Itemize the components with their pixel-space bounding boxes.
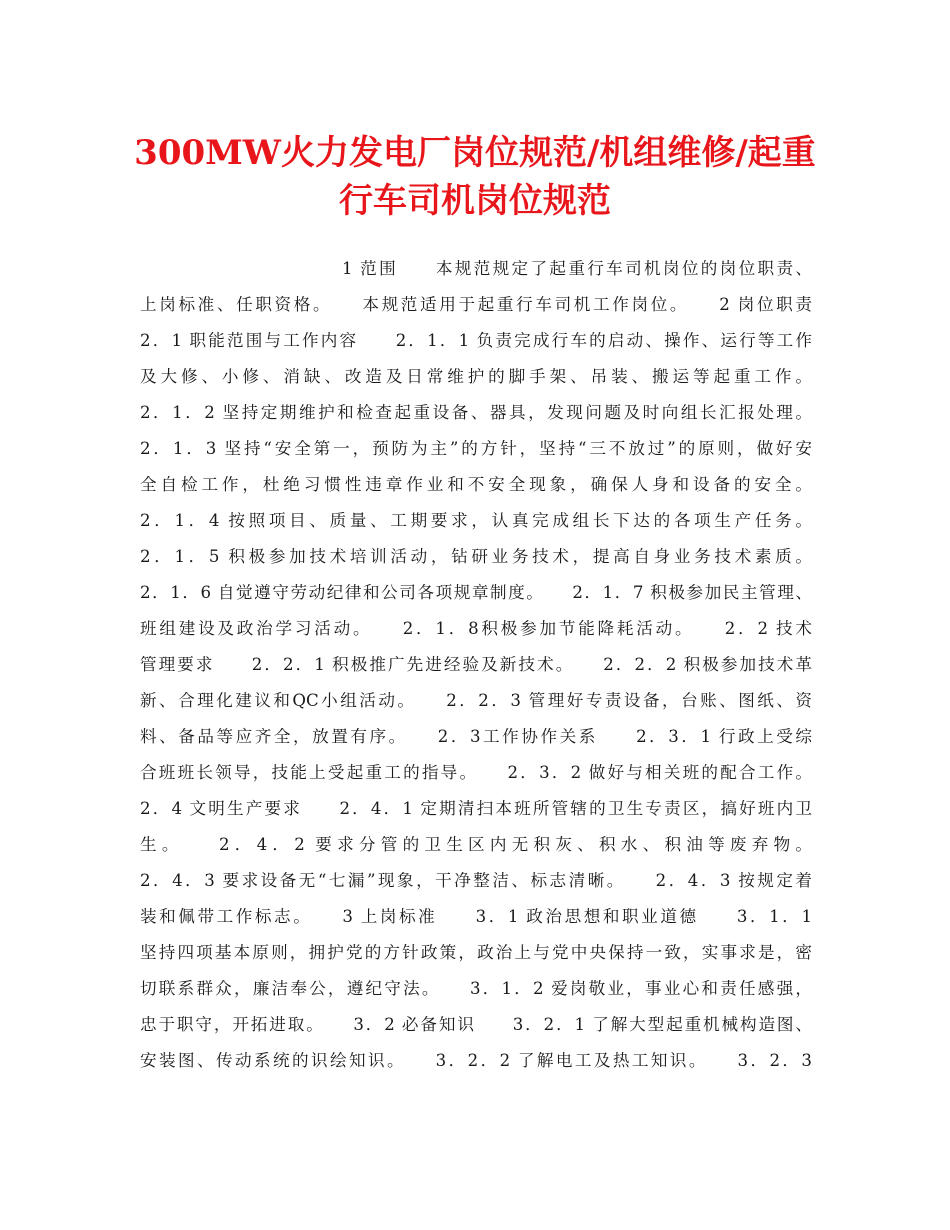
body-line: 坚持四项基本原则，拥护党的方针政策，政治上与党中央保持一致，实事求是，密	[140, 943, 812, 962]
body-line: 合班班长领导，技能上受起重工的指导。 2．3．2 做好与相关班的配合工作。	[140, 763, 812, 782]
body-line: 新、合理化建议和QC小组活动。 2．2．3 管理好专责设备，台账、图纸、资	[140, 691, 812, 710]
body-line: 2．1．4 按照项目、质量、工期要求，认真完成组长下达的各项生产任务。	[140, 511, 812, 530]
body-line: 管理要求 2．2．1 积极推广先进经验及新技术。 2．2．2 积极参加技术革	[140, 655, 812, 674]
body-line: 2．4 文明生产要求 2．4．1 定期清扫本班所管辖的卫生专责区，搞好班内卫	[140, 799, 812, 818]
body-line: 2．1．6 自觉遵守劳动纪律和公司各项规章制度。 2．1．7 积极参加民主管理、	[140, 583, 812, 602]
body-line: 上岗标准、任职资格。 本规范适用于起重行车司机工作岗位。 2 岗位职责	[140, 295, 812, 314]
body-line: 装和佩带工作标志。 3 上岗标准 3．1 政治思想和职业道德 3．1．1	[140, 907, 812, 926]
body-line: 2．4．3 要求设备无“七漏”现象，干净整洁、标志清晰。 2．4．3 按规定着	[140, 871, 812, 890]
body-line: 2．1．2 坚持定期维护和检查起重设备、器具，发现问题及时向组长汇报处理。	[140, 403, 812, 422]
body-line: 2．1．3 坚持“安全第一，预防为主”的方针，坚持“三不放过”的原则，做好安	[140, 439, 812, 458]
body-line: 安装图、传动系统的识绘知识。 3．2．2 了解电工及热工知识。 3．2．3	[140, 1051, 812, 1070]
body-line: 2．1．5 积极参加技术培训活动，钻研业务技术，提高自身业务技术素质。	[140, 547, 812, 566]
document-title-line-1: 300MW火力发电厂岗位规范/机组维修/起重	[134, 133, 816, 173]
body-line: 生。 2．4．2 要求分管的卫生区内无积灰、积水、积油等废弃物。	[140, 835, 812, 854]
body-line: 班组建设及政治学习活动。 2．1．8积极参加节能降耗活动。 2．2 技术	[140, 619, 812, 638]
body-line: 1 范围 本规范规定了起重行车司机岗位的岗位职责、	[342, 259, 812, 278]
body-line: 全自检工作，杜绝习惯性违章作业和不安全现象，确保人身和设备的安全。	[140, 475, 812, 494]
document-title-line-2: 行车司机岗位规范	[339, 181, 611, 221]
body-line: 及大修、小修、消缺、改造及日常维护的脚手架、吊装、搬运等起重工作。	[140, 367, 812, 386]
body-line: 切联系群众，廉洁奉公，遵纪守法。 3．1．2 爱岗敬业，事业心和责任感强，	[140, 979, 812, 998]
body-line: 料、备品等应齐全，放置有序。 2．3工作协作关系 2．3．1 行政上受综	[140, 727, 812, 746]
body-line: 2．1 职能范围与工作内容 2．1．1 负责完成行车的启动、操作、运行等工作	[140, 331, 812, 350]
body-line: 忠于职守，开拓进取。 3．2 必备知识 3．2．1 了解大型起重机械构造图、	[140, 1015, 812, 1034]
